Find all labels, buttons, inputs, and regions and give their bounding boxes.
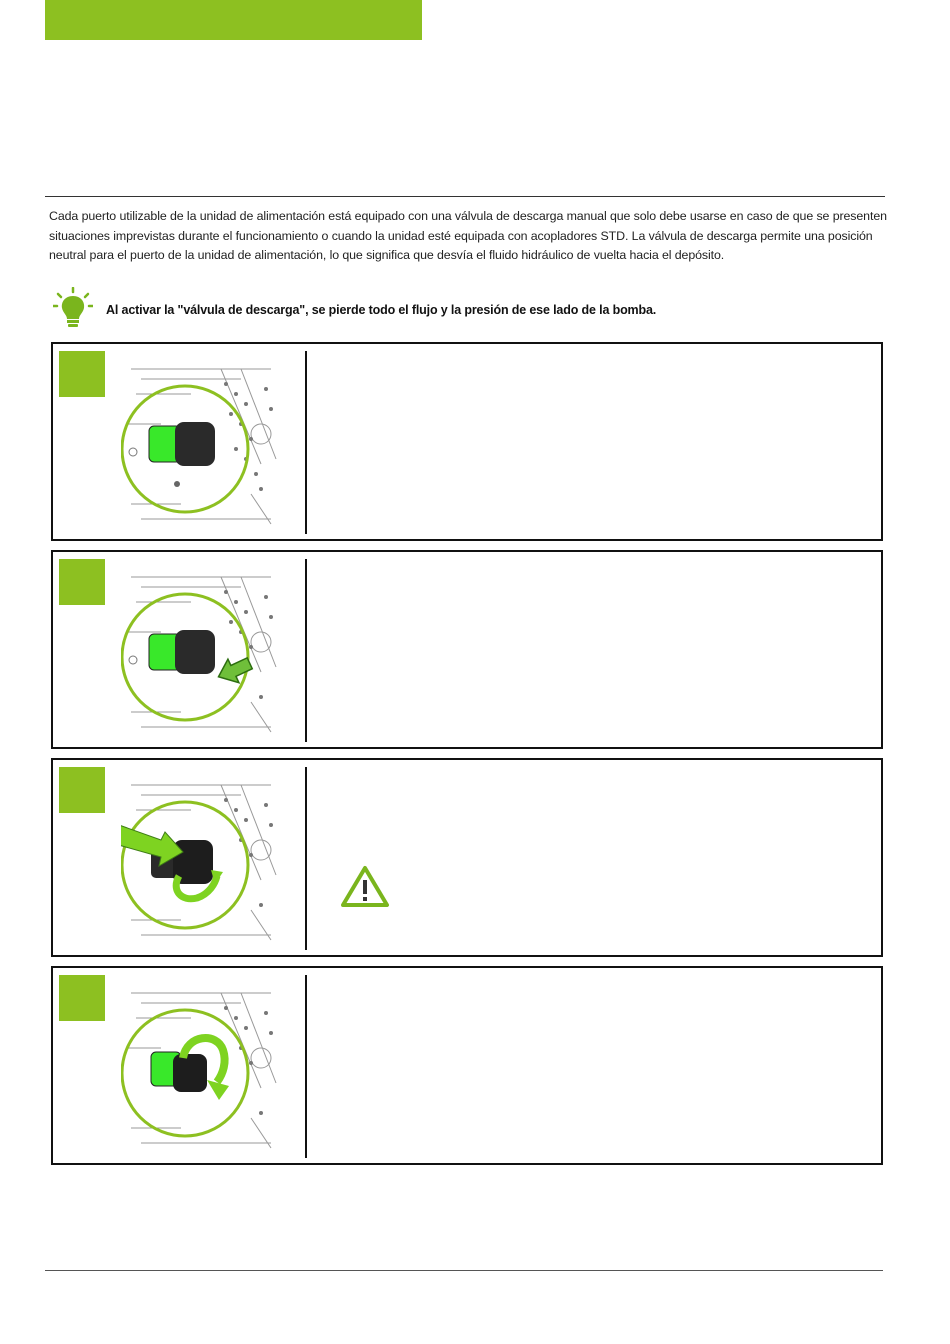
- step-divider: [305, 767, 307, 950]
- step-number-badge: [59, 559, 105, 605]
- step-number-badge: [59, 975, 105, 1021]
- tip-callout: [53, 287, 883, 329]
- tip-text: Al activar la "válvula de descarga", se pierde todo el flujo y la presión de ese lado de la bomba.: [106, 303, 657, 317]
- footer-divider: [45, 1270, 883, 1271]
- lightbulb-icon: [53, 287, 93, 329]
- step-4: [51, 966, 883, 1165]
- step-number-badge: [59, 351, 105, 397]
- top-divider: [45, 196, 885, 197]
- valve-push-illustration: [121, 572, 281, 737]
- step-number-badge: [59, 767, 105, 813]
- header-accent-bar: [45, 0, 422, 40]
- valve-closeup-illustration: [121, 364, 281, 529]
- step-2: [51, 550, 883, 749]
- step-divider: [305, 975, 307, 1158]
- intro-paragraph: Cada puerto utilizable de la unidad de alimentación está equipado con una válvula de descarga manual que solo debe usarse en caso de que se presenten situaciones imprevistas durante el funcionamiento o cuando la unidad esté equipada con acopladores STD. La válvula de descarga permite una posición neutral para el puerto de la unidad de alimentación, lo que significa que desvía el fluido hidráulico de vuelta hacia el depósito.: [49, 209, 887, 262]
- valve-rotate-illustration: [121, 988, 281, 1153]
- step-divider: [305, 559, 307, 742]
- valve-push-rotate-illustration: [121, 780, 281, 945]
- warning-triangle-icon: [340, 865, 390, 909]
- step-divider: [305, 351, 307, 534]
- step-3: [51, 758, 883, 957]
- step-1: [51, 342, 883, 541]
